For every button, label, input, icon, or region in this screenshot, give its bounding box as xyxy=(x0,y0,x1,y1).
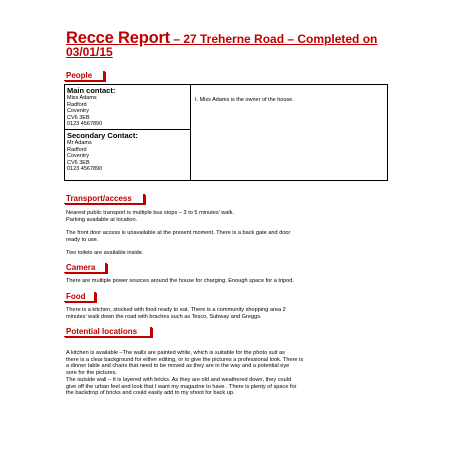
secondary-contact-city: Coventry xyxy=(67,153,90,159)
owner-note-cell xyxy=(191,85,388,181)
owner-note: I. Miss Adams is the owner of the house. xyxy=(195,97,294,103)
report-title xyxy=(66,29,396,59)
title-address: – 27 Treherne Road – Completed on xyxy=(169,32,378,46)
secondary-contact-phone: 0123 4567890 xyxy=(67,166,103,172)
main-contact-cell xyxy=(65,85,191,130)
main-contact-city: Coventry xyxy=(67,108,90,114)
main-contact-area: Radford xyxy=(67,101,87,108)
secondary-contact-cell xyxy=(65,130,191,181)
section-heading-people: People xyxy=(64,71,105,81)
main-contact-phone: 0123 4567890 xyxy=(67,121,103,127)
transport-paragraph-2: The front door access is unavailable at the present moment. There is a back gate and door ready to use. xyxy=(66,230,291,243)
secondary-contact-heading: Secondary Contact: xyxy=(67,131,138,140)
locations-paragraph: A kitchen is available –The walls are painted white, which is suitable for the photo suit as there is a clear background for either editing, or to give the pictures a professional look. There is a dinner table and chairs that need to be moved as they are in the way and a potential eye sore for the pictures. The outside wall – It is layered with bricks. As they are old and weathered down, they could give off the urban feel and look that I want my magazine to have . There is plenty of space for the backdrop of bricks and could easily add to my shoot for back up. xyxy=(66,350,304,397)
section-heading-camera: Camera xyxy=(64,263,107,273)
section-heading-locations: Potential locations xyxy=(64,327,152,337)
section-heading-food: Food xyxy=(64,292,96,302)
transport-paragraph-1: Nearest public transport is multiple bus stops – 3 to 5 minutes’ walk. Parking available at location. xyxy=(66,210,234,223)
main-contact-postcode: CV6 3EB xyxy=(67,114,90,121)
section-heading-transport: Transport/access xyxy=(64,194,145,204)
title-main: Recce Report xyxy=(66,29,170,47)
transport-paragraph-3: Two toilets are available inside. xyxy=(66,250,144,256)
main-contact-name: Miss Adams xyxy=(67,95,97,101)
secondary-contact-area: Radford xyxy=(67,146,87,153)
people-table xyxy=(64,84,388,181)
title-date: 03/01/15 xyxy=(66,45,113,59)
camera-paragraph: There are multiple power sources around the house for charging. Enough space for a tripod. xyxy=(66,278,294,284)
secondary-contact-postcode: CV6 3EB xyxy=(67,159,90,166)
food-paragraph: There is a kitchen, stocked with food ready to eat. There is a community shopping area 2 minutes’ walk down the road with braches such as Tesco, Subway and Greggs. xyxy=(66,307,286,320)
secondary-contact-name: Mr Adams xyxy=(67,140,92,146)
main-contact-heading: Main contact: xyxy=(67,86,116,95)
